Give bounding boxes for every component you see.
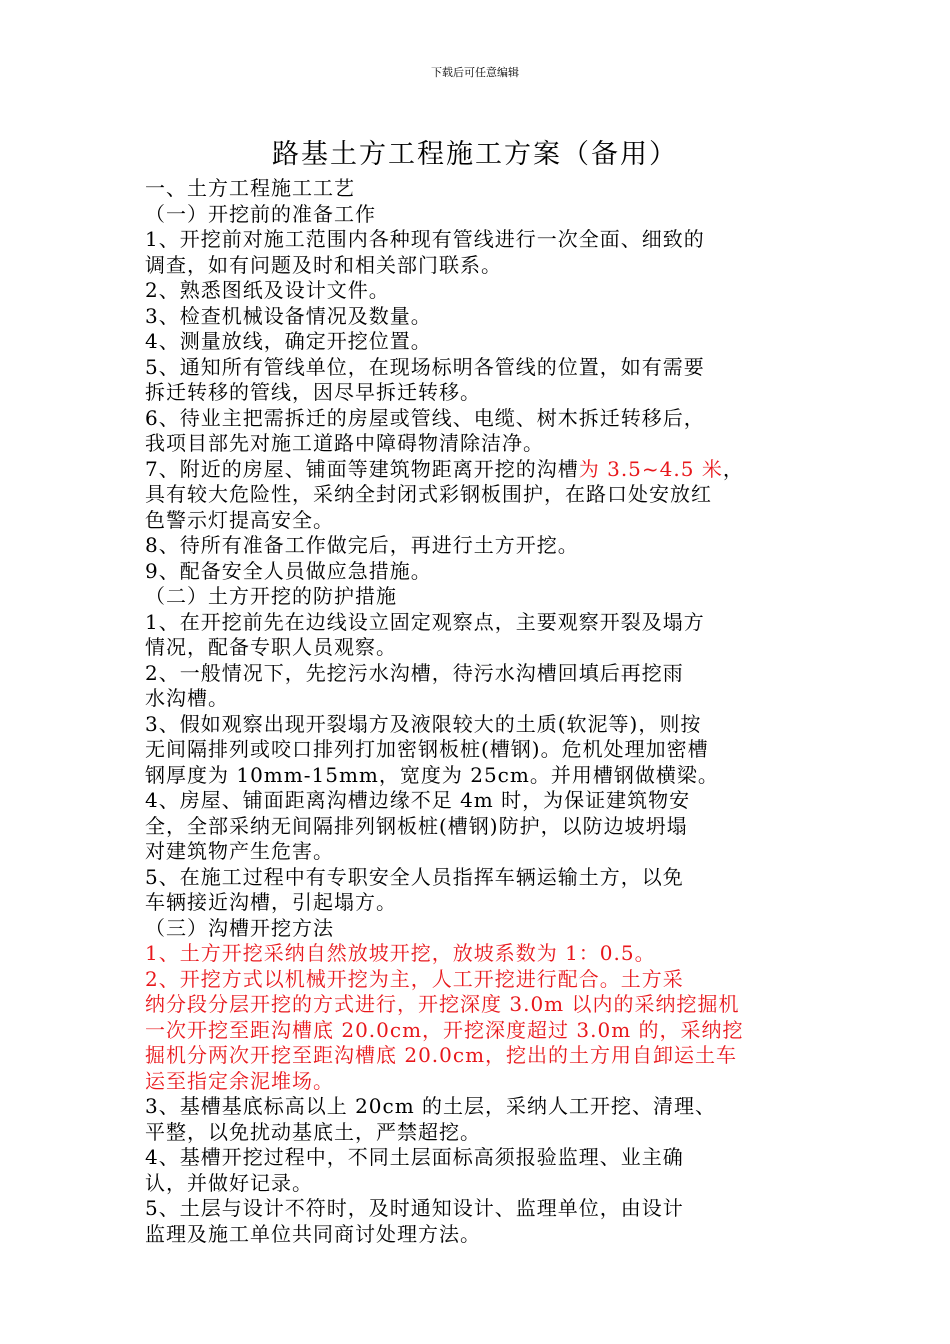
text-line <box>145 201 376 227</box>
text-line <box>145 711 701 737</box>
line-text: 色警示灯提高安全。 <box>145 507 334 532</box>
text-line <box>145 405 705 431</box>
line-text: 3、假如观察出现开裂塌方及液限较大的土质(软泥等)，则按 <box>145 711 702 736</box>
line-text: 4、测量放线，确定开挖位置。 <box>145 329 432 353</box>
line-text: 拆迁转移的管线，因尽早拆迁转移。 <box>145 380 481 404</box>
text-line <box>145 736 709 762</box>
highlighted-text: 运至指定余泥堆场。 <box>145 1068 334 1093</box>
line-text: 3、检查机械设备情况及数量。 <box>145 303 432 328</box>
text-line <box>145 1119 481 1145</box>
text-line <box>145 660 684 686</box>
text-line <box>145 507 334 533</box>
line-text: （一）开挖前的准备工作 <box>145 201 376 226</box>
line-text: 水沟槽。 <box>145 686 229 710</box>
line-text: （二）土方开挖的防护措施 <box>145 584 397 608</box>
highlighted-text: 1、土方开挖采纳自然放坡开挖，放坡系数为 1：0.5。 <box>145 941 656 965</box>
text-line <box>145 354 705 380</box>
text-line <box>145 303 432 329</box>
text-line <box>145 787 690 813</box>
line-text: 钢厚度为 10mm-15mm，宽度为 25cm。并用槽钢做横梁。 <box>145 762 719 787</box>
text-line <box>145 226 705 252</box>
highlighted-text: 为 3.5~4.5 米 <box>578 456 723 481</box>
text-line <box>145 558 432 584</box>
line-text: 调查，如有问题及时和相关部门联系。 <box>145 252 502 277</box>
text-line <box>145 634 397 660</box>
highlighted-text: 纳分段分层开挖的方式进行，开挖深度 3.0m 以内的采纳挖掘机 <box>145 992 740 1016</box>
line-text: 对建筑物产生危害。 <box>145 839 334 863</box>
text-line <box>145 1221 481 1247</box>
text-line <box>145 1170 313 1196</box>
text-line <box>145 1017 744 1043</box>
text-line <box>145 252 502 278</box>
text-line <box>145 864 684 890</box>
document-title: 路基土方工程施工方案（备用） <box>272 139 678 170</box>
text-line <box>145 277 390 303</box>
text-line <box>145 991 740 1017</box>
page-header: 下载后可任意编辑 <box>431 66 519 79</box>
line-text: 3、基槽基底标高以上 20cm 的土层，采纳人工开挖、清理、 <box>145 1094 717 1118</box>
text-line <box>145 1093 716 1119</box>
line-text: 7、附近的房屋、铺面等建筑物距离开挖的沟槽 <box>145 456 579 481</box>
text-line <box>145 838 334 864</box>
line-text: 2、熟悉图纸及设计文件。 <box>145 278 390 302</box>
line-text: （三）沟槽开挖方法 <box>145 915 334 940</box>
text-line <box>145 1042 737 1068</box>
text-line <box>145 889 397 915</box>
line-text: 1、开挖前对施工范围内各种现有管线进行一次全面、细致的 <box>145 227 705 251</box>
text-line <box>145 583 397 609</box>
text-line <box>145 481 712 507</box>
text-line <box>145 685 229 711</box>
text-line <box>145 940 656 966</box>
text-line <box>145 1068 334 1094</box>
line-text: 5、土层与设计不符时，及时通知设计、监理单位，由设计 <box>145 1196 684 1220</box>
text-line <box>145 762 719 788</box>
text-line <box>145 532 579 558</box>
text-line <box>145 915 334 941</box>
line-text: 5、通知所有管线单位，在现场标明各管线的位置，如有需要 <box>145 354 705 379</box>
line-text: 1、在开挖前先在边线设立固定观察点，主要观察开裂及塌方 <box>145 609 705 634</box>
line-text: 8、待所有准备工作做完后，再进行土方开挖。 <box>145 533 579 557</box>
text-line <box>145 430 544 456</box>
line-text: 具有较大危险性，采纳全封闭式彩钢板围护，在路口处安放红 <box>145 482 712 506</box>
line-text: 全，全部采纳无间隔排列钢板桩(槽钢)防护，以防边坡坍塌 <box>145 813 688 838</box>
text-line <box>145 456 744 482</box>
text-line <box>145 609 705 635</box>
highlighted-text: 2、开挖方式以机械开挖为主，人工开挖进行配合。土方采 <box>145 966 684 991</box>
line-text: 车辆接近沟槽，引起塌方。 <box>145 890 397 914</box>
line-text: 我项目部先对施工道路中障碍物清除洁净。 <box>145 431 544 455</box>
line-text-tail: ， <box>722 456 744 481</box>
line-text: 5、在施工过程中有专职安全人员指挥车辆运输土方，以免 <box>145 864 684 889</box>
text-line <box>145 1144 684 1170</box>
line-text: 9、配备安全人员做应急措施。 <box>145 558 432 583</box>
highlighted-text: 一次开挖至距沟槽底 20.0cm，开挖深度超过 3.0m 的，采纳挖 <box>145 1017 744 1042</box>
text-line <box>145 379 481 405</box>
line-text: 平整，以免扰动基底土，严禁超挖。 <box>145 1119 481 1144</box>
text-line <box>145 966 684 992</box>
text-line <box>145 175 355 201</box>
highlighted-text: 掘机分两次开挖至距沟槽底 20.0cm，挖出的土方用自卸运土车 <box>145 1043 738 1067</box>
text-line <box>145 328 432 354</box>
line-text: 4、基槽开挖过程中，不同土层面标高须报验监理、业主确 <box>145 1145 684 1169</box>
line-text: 情况，配备专职人员观察。 <box>145 635 397 659</box>
line-text: 6、待业主把需拆迁的房屋或管线、电缆、树木拆迁转移后， <box>145 405 705 430</box>
line-text: 一、土方工程施工工艺 <box>145 176 355 200</box>
line-text: 无间隔排列或咬口排列打加密钢板桩(槽钢)。危机处理加密槽 <box>145 737 709 761</box>
text-line <box>145 813 688 839</box>
line-text: 认，并做好记录。 <box>145 1170 313 1195</box>
text-line <box>145 1195 684 1221</box>
line-text: 监理及施工单位共同商讨处理方法。 <box>145 1221 481 1246</box>
line-text: 2、一般情况下，先挖污水沟槽，待污水沟槽回填后再挖雨 <box>145 660 684 685</box>
line-text: 4、房屋、铺面距离沟槽边缘不足 4m 时，为保证建筑物安 <box>145 788 691 812</box>
